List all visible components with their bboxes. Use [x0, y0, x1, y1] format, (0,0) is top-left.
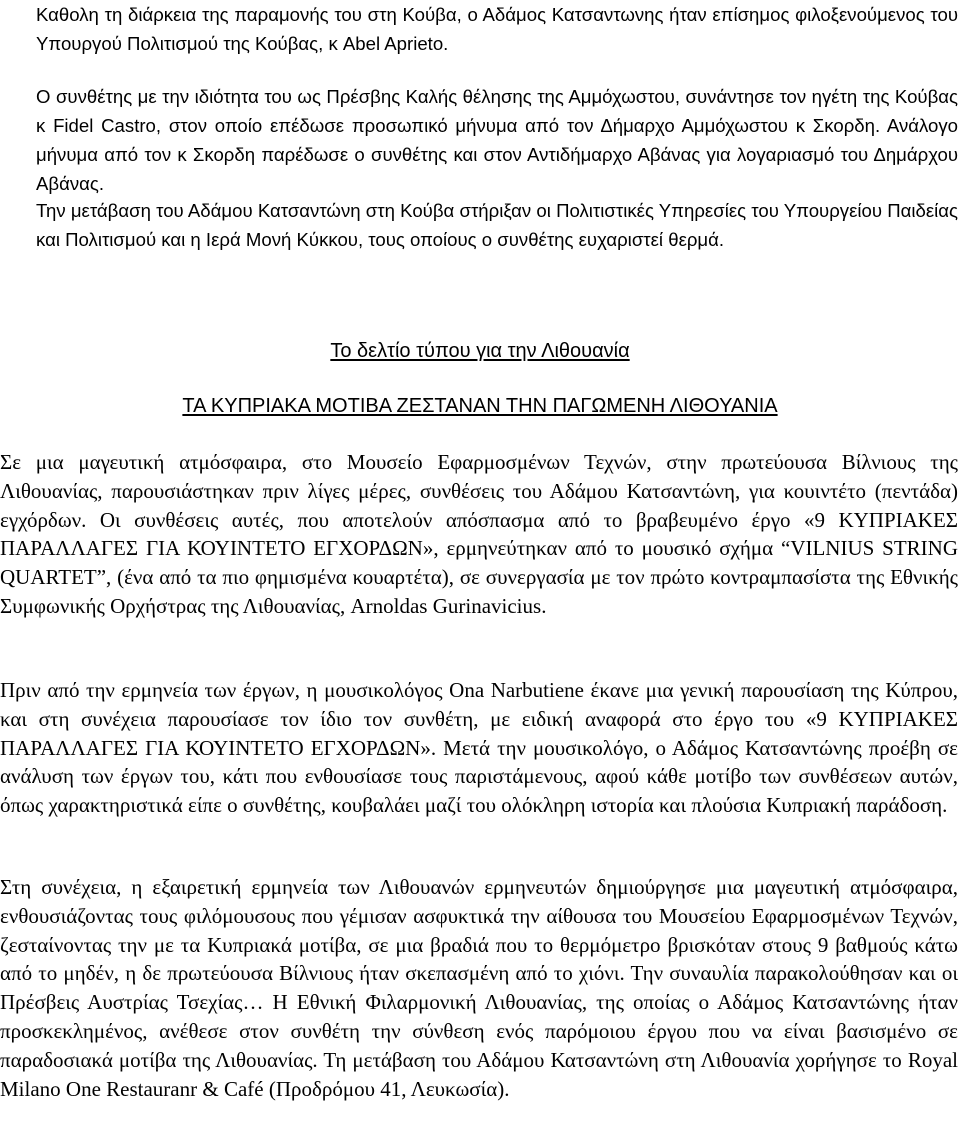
paragraph-vilnius-concert: Σε μια μαγευτική ατμόσφαιρα, στο Μουσείο Εφαρμοσμένων Τεχνών, στην πρωτεύουσα Βίλνιους της Λιθουανίας, παρουσιάστηκαν πριν λίγες μέρες, συνθέσεις του Αδάμου Κατσαντώνη, για κουιντέτο (πεντάδα) εγχόρδων. Οι συνθέσεις αυτές, που αποτελούν απόσπασμα από το βραβευμένο έργο «9 ΚΥΠΡΙΑΚΕΣ ΠΑΡΑΛΛΑΓΕΣ ΓΙΑ ΚΟΥΙΝΤΕΤΟ ΕΓΧΟΡΔΩΝ», ερμηνεύτηκαν από το μουσικό σχήμα “VILNIUS STRING QUARTET”, (ένα από τα πιο φημισμένα κουαρτέτα), σε συνεργασία με τον πρώτο κοντραμπασίστα της Εθνικής Συμφωνικής Ορχήστρας της Λιθουανίας, Arnoldas Gurinavicius.: [0, 450, 958, 618]
paragraph-performance-reception: Στη συνέχεια, η εξαιρετική ερμηνεία των Λιθουανών ερμηνευτών δημιούργησε μια μαγευτική ατμόσφαιρα, ενθουσιάζοντας τους φιλόμουσους που γέμισαν ασφυκτικά την αίθουσα του Μουσείου Εφαρμοσμένων Τεχνών, ζεσταίνοντας την με τα Κυπριακά μοτίβα, σε μια βραδιά που το θερμόμετρο βρισκόταν στους 9 βαθμούς κάτω από το μηδέν, η δε πρωτεύουσα Βίλνιους ήταν σκεπασμένη από το χιόνι. Την συναυλία παρακολούθησαν και οι Πρέσβεις Αυστρίας Τσεχίας… Η Εθνική Φιλαρμονική Λιθουανίας, της οποίας ο Αδάμος Κατσαντώνης ήταν προσκεκλημένος, ανέθεσε στον συνθέτη την σύνθεση ενός παρόμοιου έργου που να είναι βασισμένο σε παραδοσιακά μοτίβα της Λιθουανίας. Τη μετάβαση του Αδάμου Κατσαντώνη στη Λιθουανία χορήγησε το Royal Milano One Restauranr & Café (Προδρόμου 41, Λευκωσία).: [0, 875, 958, 1101]
paragraph-sponsors-cuba: Την μετάβαση του Αδάμου Κατσαντώνη στη Κούβα στήριξαν οι Πολιτιστικές Υπηρεσίες του Υπουργείου Παιδείας και Πολιτισμού και η Ιερά Μονή Κύκκου, τους οποίους ο συνθέτης ευχαριστεί θερμά.: [36, 200, 958, 250]
press-release-title: ΤΑ ΚΥΠΡΙΑΚΑ ΜΟΤΙΒΑ ΖΕΣΤΑΝΑΝ ΤΗΝ ΠΑΓΩΜΕΝΗ ΛΙΘΟΥΑΝΙΑ: [182, 395, 778, 417]
paragraph-musicologist-presentation: Πριν από την ερμηνεία των έργων, η μουσικολόγος Ona Narbutiene έκανε μια γενική παρουσίαση της Κύπρου, και στη συνέχεια παρουσίασε τον ίδιο τον συνθέτη, με ειδική αναφορά στο έργο του «9 ΚΥΠΡΙΑΚΕΣ ΠΑΡΑΛΛΑΓΕΣ ΓΙΑ ΚΟΥΙΝΤΕΤΟ ΕΓΧΟΡΔΩΝ». Μετά την μουσικολόγο, ο Αδάμος Κατσαντώνης προέβη σε ανάλυση των έργων του, κάτι που ενθουσίασε τους παριστάμενους, αφού κάθε μοτίβο των συνθέσεων αυτών, όπως χαρακτηριστικά είπε ο συνθέτης, κουβαλάει μαζί του ολόκληρη ιστορία και πλούσια Κυπριακή παράδοση.: [0, 678, 958, 818]
paragraph-cuba-stay: Καθολη τη διάρκεια της παραμονής του στη Κούβα, ο Αδάμος Κατσαντωνης ήταν επίσημος φιλοξενούμενος του Υπουργού Πολιτισμού της Κούβας, κ Abel Aprieto.: [36, 4, 958, 54]
section-heading: Το δελτίο τύπου για την Λιθουανία: [330, 340, 630, 362]
paragraph-castro-meeting: Ο συνθέτης με την ιδιότητα του ως Πρέσβης Καλής θέλησης της Αμμόχωστου, συνάντησε τον ηγέτη της Κούβας κ Fidel Castro, στον οποίο επέδωσε προσωπικό μήνυμα από τον Δήμαρχο Αμμόχωστου κ Σκορδη. Ανάλογο μήνυμα από τον κ Σκορδη παρέδωσε ο συνθέτης και στον Αντιδήμαρχο Αβάνας για λογαριασμό του Δημάρχου Αβάνας.: [36, 86, 958, 194]
